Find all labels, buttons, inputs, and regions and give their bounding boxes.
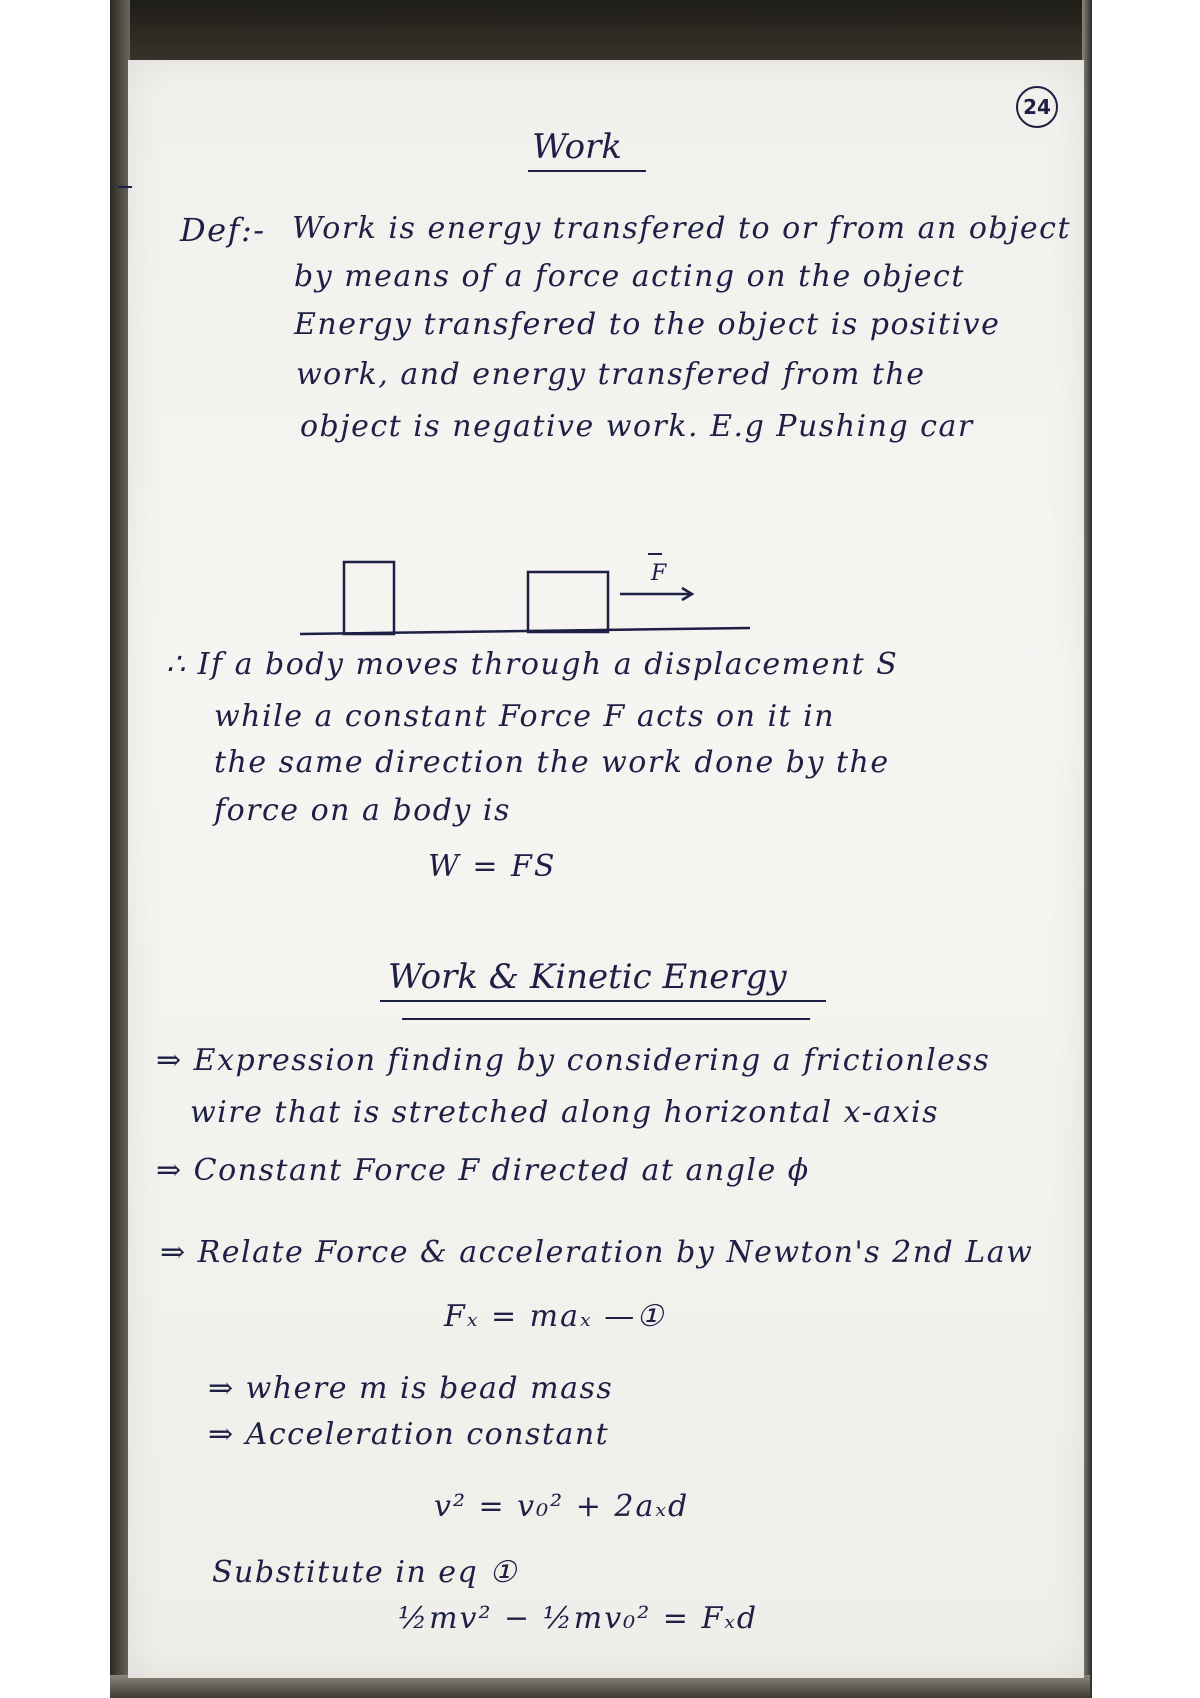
theorem-line: while a constant Force F acts on it in (214, 699, 836, 734)
title-underline (380, 1000, 826, 1002)
section-title-work-kinetic-energy: Work & Kinetic Energy (388, 957, 787, 997)
photo-border-bottom (110, 1675, 1090, 1698)
theorem-line: the same direction the work done by the (214, 745, 890, 780)
block-displaced (528, 572, 608, 632)
photo-border-left (0, 0, 110, 1698)
bullet-line: ⇒ Constant Force F directed at angle ϕ (156, 1153, 810, 1188)
section-title-work: Work (532, 127, 622, 167)
title-underline-second (402, 1018, 810, 1020)
sub-bullet-line: ⇒ where m is bead mass (208, 1371, 614, 1406)
definition-line: work, and energy transfered from the (296, 357, 926, 392)
margin-mark (118, 186, 132, 188)
bullet-line: ⇒ Expression finding by considering a frictionless (156, 1043, 991, 1078)
kinematic-equation: v² = v₀² + 2aₓd (434, 1489, 690, 1524)
definition-line: Work is energy transfered to or from an object (292, 211, 1071, 246)
photo-border-right (1090, 0, 1200, 1698)
work-equation: W = FS (428, 849, 557, 884)
sub-bullet-line: ⇒ Acceleration constant (208, 1417, 610, 1452)
definition-line: Energy transfered to the object is positive (294, 307, 1001, 342)
definition-line: by means of a force acting on the object (294, 259, 965, 294)
definition-line: object is negative work. E.g Pushing car (300, 409, 974, 444)
block-initial (344, 562, 394, 634)
bullet-line: ⇒ Relate Force & acceleration by Newton's 2nd Law (160, 1235, 1034, 1270)
page-number: 24 (1016, 86, 1058, 128)
force-label: F (651, 561, 667, 586)
theorem-line: ∴ If a body moves through a displacement S (166, 647, 899, 682)
photo-shadow-left (110, 0, 130, 1698)
work-energy-equation: ½mv² − ½mv₀² = Fₓd (398, 1601, 759, 1636)
newton-equation: Fₓ = maₓ —① (444, 1299, 666, 1334)
definition-label: Def:- (180, 211, 266, 249)
theorem-line: force on a body is (214, 793, 511, 828)
title-underline (528, 170, 646, 172)
bullet-line: wire that is stretched along horizontal x-axis (190, 1095, 940, 1130)
substitute-line: Substitute in eq ① (212, 1555, 518, 1590)
force-block-diagram (290, 548, 770, 644)
